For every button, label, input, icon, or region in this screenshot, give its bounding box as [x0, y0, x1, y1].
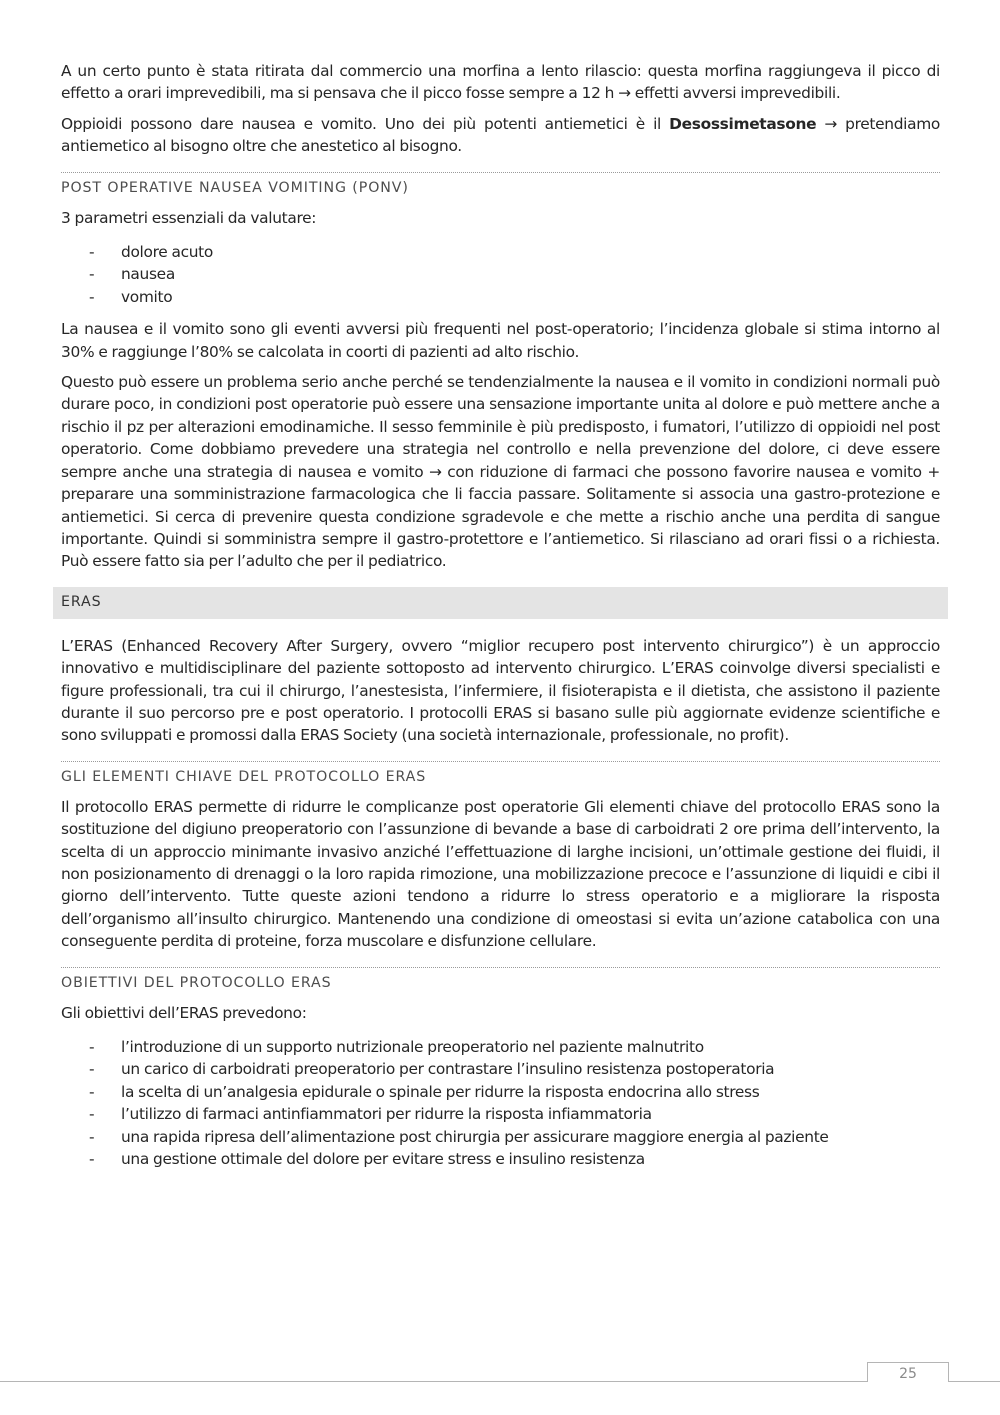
desossimetasone-bold: Desossimetasone: [669, 114, 817, 133]
list-item: - vomito: [89, 286, 940, 308]
list-item: - la scelta di un’analgesia epidurale o spinale per ridurre la risposta endocrina allo stress: [89, 1081, 940, 1103]
ponv-list: [61, 241, 940, 308]
ponv-intro: 3 parametri essenziali da valutare:: [61, 208, 317, 227]
list-item: - una gestione ottimale del dolore per evitare stress e insulino resistenza: [89, 1148, 940, 1170]
page-number: 25: [867, 1362, 949, 1382]
list-item: - l’utilizzo di farmaci antinfiammatori per ridurre la risposta infiammatoria: [89, 1103, 940, 1125]
paragraph-ponv-incidenza: La nausea e il vomito sono gli eventi avversi più frequenti nel post-operatorio; l’incidenza globale si stima intorno al 30% e raggiunge l’80% se calcolata in coorti di pazienti ad alto rischio.: [61, 320, 940, 361]
paragraph-eras: L’ERAS (Enhanced Recovery After Surgery, ovvero “miglior recupero post intervento chirurgico”) è un approccio innovativo e multidisciplinare del paziente sottoposto ad intervento chirurgico. L’ERAS coinvolge diversi specialisti e figure professionali, tra cui il chirurgo, l’anestesista, l’infermiere, il fisioterapista e il dietista, che assistono il paziente durante il suo percorso pre e post operatorio. I protocolli ERAS si basano sulle più aggiornate evidenze scientifiche e sono sviluppati e promossi dalla ERAS Society (una società internazionale, professionale, no profit).: [61, 636, 940, 745]
oppioidi-text: Oppioidi possono dare nausea e vomito. Uno dei più potenti antiemetici è il: [61, 114, 670, 133]
section-heading-obiettivi: OBIETTIVI DEL PROTOCOLLO ERAS: [61, 967, 940, 994]
list-item: - un carico di carboidrati preoperatorio per contrastare l’insulino resistenza postoperatoria: [89, 1058, 940, 1080]
paragraph-ponv-strategia: Questo può essere un problema serio anche perché se tendenzialmente la nausea e il vomito in condizioni normali può durare poco, in condizioni post operatorie può essere una sensazione importante unita al dolore e può mettere anche a rischio il pz per alterazioni emodinamiche. Il sesso femminile è più predisposto, i fumatori, l’utilizzo di oppioidi nel post operatorio. Come dobbiamo prevedere una strategia nel controllo e nella prevenzione del dolore, ci deve essere sempre anche una strategia di nausea e vomito → con riduzione di farmaci che possono favorire nausea e vomito + preparare una somministrazione farmacologica che li faccia passare. Solitamente si associa una gastro-protezione e antiemetici. Si cerca di prevenire questa condizione sgradevole e che mette a rischio anche una perdita di sangue importante. Quindi si somministra sempre il gastro-protettore e l’antiemetico. Si rilasciano ad orari fissi o a richiesta. Può essere fatto sia per l’adulto che per il pediatrico.: [61, 373, 940, 571]
list-item: - l’introduzione di un supporto nutrizionale preoperatorio nel paziente malnutrito: [89, 1036, 940, 1058]
obiettivi-list: [61, 1036, 940, 1170]
footer-rule: [0, 1381, 1000, 1382]
paragraph-elementi: Il protocollo ERAS permette di ridurre le complicanze post operatorie Gli elementi chiave del protocollo ERAS sono la sostituzione del digiuno preoperatorio con l’assunzione di bevande a base di carboidrati 2 ore prima dell’intervento, la scelta di un approccio minimante invasivo anziché l’effettuazione di larghe incisioni, un’ottimale gestione dei fluidi, il non posizionamento di drenaggi o la loro rapida rimozione, una mobilizzazione precoce e l’assunzione di liquidi e cibi il giorno dell’intervento. Tutte queste azioni tendono a ridurre lo stress operatorio e a migliorare la risposta dell’organismo all’insulto chirurgico. Mantenendo una condizione di omeostasi si evita un’azione catabolica con una conseguente perdita di proteine, forza muscolare e disfunzione cellulare.: [61, 797, 940, 951]
list-item: - una rapida ripresa dell’alimentazione post chirurgia per assicurare maggiore energia al paziente: [89, 1126, 940, 1148]
page-content: [61, 60, 940, 1180]
list-item: - nausea: [89, 263, 940, 285]
oppioidi-text-end: → pretendiamo antiemetico al bisogno oltre che anestetico al bisogno.: [61, 114, 940, 156]
paragraph-oppioidi: [61, 113, 940, 158]
section-heading-elementi: GLI ELEMENTI CHIAVE DEL PROTOCOLLO ERAS: [61, 761, 940, 788]
section-heading-eras: ERAS: [53, 587, 948, 619]
obiettivi-intro: Gli obiettivi dell’ERAS prevedono:: [61, 1003, 307, 1022]
list-item: - dolore acuto: [89, 241, 940, 263]
paragraph-morfina: A un certo punto è stata ritirata dal commercio una morfina a lento rilascio: questa morfina raggiungeva il picco di effetto a orari imprevedibili, ma si pensava che il picco fosse sempre a 12 h → effetti avversi imprevedibili.: [61, 62, 940, 103]
section-heading-ponv: POST OPERATIVE NAUSEA VOMITING (PONV): [61, 172, 940, 199]
